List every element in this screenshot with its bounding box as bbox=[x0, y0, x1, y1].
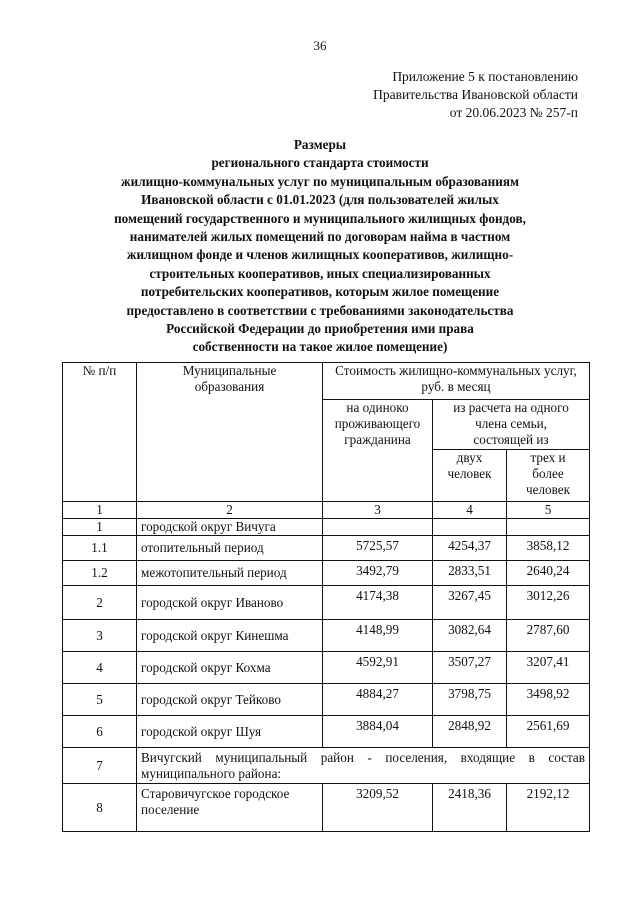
row-three: 2561,69 bbox=[507, 716, 590, 748]
header-family: из расчета на одного члена семьи, состоящей из bbox=[433, 400, 590, 450]
table-row bbox=[63, 784, 590, 832]
row-two: 3082,64 bbox=[433, 620, 507, 652]
appendix-reference bbox=[373, 68, 578, 122]
row-name: Вичугский муниципальный район - поселения, входящие в состав муниципального района: bbox=[137, 748, 590, 784]
row-single: 4174,38 bbox=[323, 586, 433, 620]
title-line: собственности на такое жилое помещение) bbox=[192, 339, 448, 355]
col-number: 5 bbox=[507, 502, 590, 519]
title-line: нанимателей жилых помещений по договорам найма в частном bbox=[129, 229, 511, 245]
row-num: 3 bbox=[63, 620, 137, 652]
row-num: 7 bbox=[63, 748, 137, 784]
cost-table bbox=[62, 362, 590, 832]
title-line: строительных кооперативов, иных специализированных bbox=[149, 265, 491, 281]
table-row bbox=[63, 716, 590, 748]
appendix-line: от 20.06.2023 № 257-п bbox=[449, 105, 578, 120]
title-line: жилищно-коммунальных услуг по муниципальным образованиям bbox=[121, 173, 519, 189]
title-line: Размеры bbox=[293, 137, 347, 152]
row-two: 3507,27 bbox=[433, 652, 507, 684]
row-single: 5725,57 bbox=[323, 536, 433, 561]
row-three: 3012,26 bbox=[507, 586, 590, 620]
col-number: 4 bbox=[433, 502, 507, 519]
title-line: жилищном фонде и членов жилищных кооперативов, жилищно- bbox=[126, 247, 514, 263]
row-three: 2192,12 bbox=[507, 784, 590, 832]
appendix-line: Приложение 5 к постановлению bbox=[392, 69, 578, 84]
row-three: 3858,12 bbox=[507, 536, 590, 561]
row-two: 2833,51 bbox=[433, 561, 507, 586]
row-single: 4592,91 bbox=[323, 652, 433, 684]
row-single: 4148,99 bbox=[323, 620, 433, 652]
row-two: 2848,92 bbox=[433, 716, 507, 748]
row-two: 3267,45 bbox=[433, 586, 507, 620]
title-line: Ивановской области с 01.01.2023 (для пользователей жилых bbox=[141, 192, 499, 208]
row-three: 2640,24 bbox=[507, 561, 590, 586]
row-single: 3492,79 bbox=[323, 561, 433, 586]
table-row bbox=[63, 561, 590, 586]
header-two: двух человек bbox=[433, 450, 507, 502]
header-cost: Стоимость жилищно-коммунальных услуг, руб. в месяц bbox=[323, 363, 590, 400]
row-two: 2418,36 bbox=[433, 784, 507, 832]
table-row bbox=[63, 620, 590, 652]
header-three: трех и более человек bbox=[507, 450, 590, 502]
page-number: 36 bbox=[313, 38, 327, 53]
col-number: 1 bbox=[63, 502, 137, 519]
appendix-line: Правительства Ивановской области bbox=[373, 87, 578, 102]
row-single: 3884,04 bbox=[323, 716, 433, 748]
row-num: 1 bbox=[63, 519, 137, 536]
row-num: 1.2 bbox=[63, 561, 137, 586]
row-name: межотопительный период bbox=[137, 561, 323, 586]
title-line: предоставлено в соответствии с требованиями законодательства bbox=[126, 302, 514, 318]
row-single: 3209,52 bbox=[323, 784, 433, 832]
title-line: потребительских кооперативов, которым жилое помещение bbox=[140, 284, 500, 300]
row-three: 2787,60 bbox=[507, 620, 590, 652]
row-num: 8 bbox=[63, 784, 137, 832]
title-line: Российской Федерации до приобретения ими права bbox=[166, 321, 474, 337]
row-name: городской округ Кинешма bbox=[137, 620, 323, 652]
row-name: городской округ Тейково bbox=[137, 684, 323, 716]
row-two: 3798,75 bbox=[433, 684, 507, 716]
row-single: 4884,27 bbox=[323, 684, 433, 716]
row-three: 3207,41 bbox=[507, 652, 590, 684]
table-row bbox=[63, 519, 590, 536]
row-name: Старовичугское городское поселение bbox=[137, 784, 323, 832]
row-two: 4254,37 bbox=[433, 536, 507, 561]
row-name: городской округ Кохма bbox=[137, 652, 323, 684]
row-num: 1.1 bbox=[63, 536, 137, 561]
table-row bbox=[63, 536, 590, 561]
table-row bbox=[63, 586, 590, 620]
row-num: 2 bbox=[63, 586, 137, 620]
row-name: городской округ Иваново bbox=[137, 586, 323, 620]
table-row bbox=[63, 652, 590, 684]
row-three: 3498,92 bbox=[507, 684, 590, 716]
header-num: № п/п bbox=[63, 363, 137, 502]
row-num: 5 bbox=[63, 684, 137, 716]
header-municipality: Муниципальные образования bbox=[137, 363, 323, 502]
col-number: 3 bbox=[323, 502, 433, 519]
row-num: 6 bbox=[63, 716, 137, 748]
table-row bbox=[63, 748, 590, 784]
row-three bbox=[507, 519, 590, 536]
title-line: помещений государственного и муниципального жилищных фондов, bbox=[114, 210, 526, 226]
col-number: 2 bbox=[137, 502, 323, 519]
row-two bbox=[433, 519, 507, 536]
row-name: городской округ Вичуга bbox=[137, 519, 323, 536]
row-name: городской округ Шуя bbox=[137, 716, 323, 748]
table-row bbox=[63, 684, 590, 716]
header-single: на одиноко проживающего гражданина bbox=[323, 400, 433, 502]
row-name: отопительный период bbox=[137, 536, 323, 561]
title-line: регионального стандарта стоимости bbox=[211, 155, 429, 171]
row-num: 4 bbox=[63, 652, 137, 684]
document-title bbox=[75, 136, 565, 357]
row-single bbox=[323, 519, 433, 536]
